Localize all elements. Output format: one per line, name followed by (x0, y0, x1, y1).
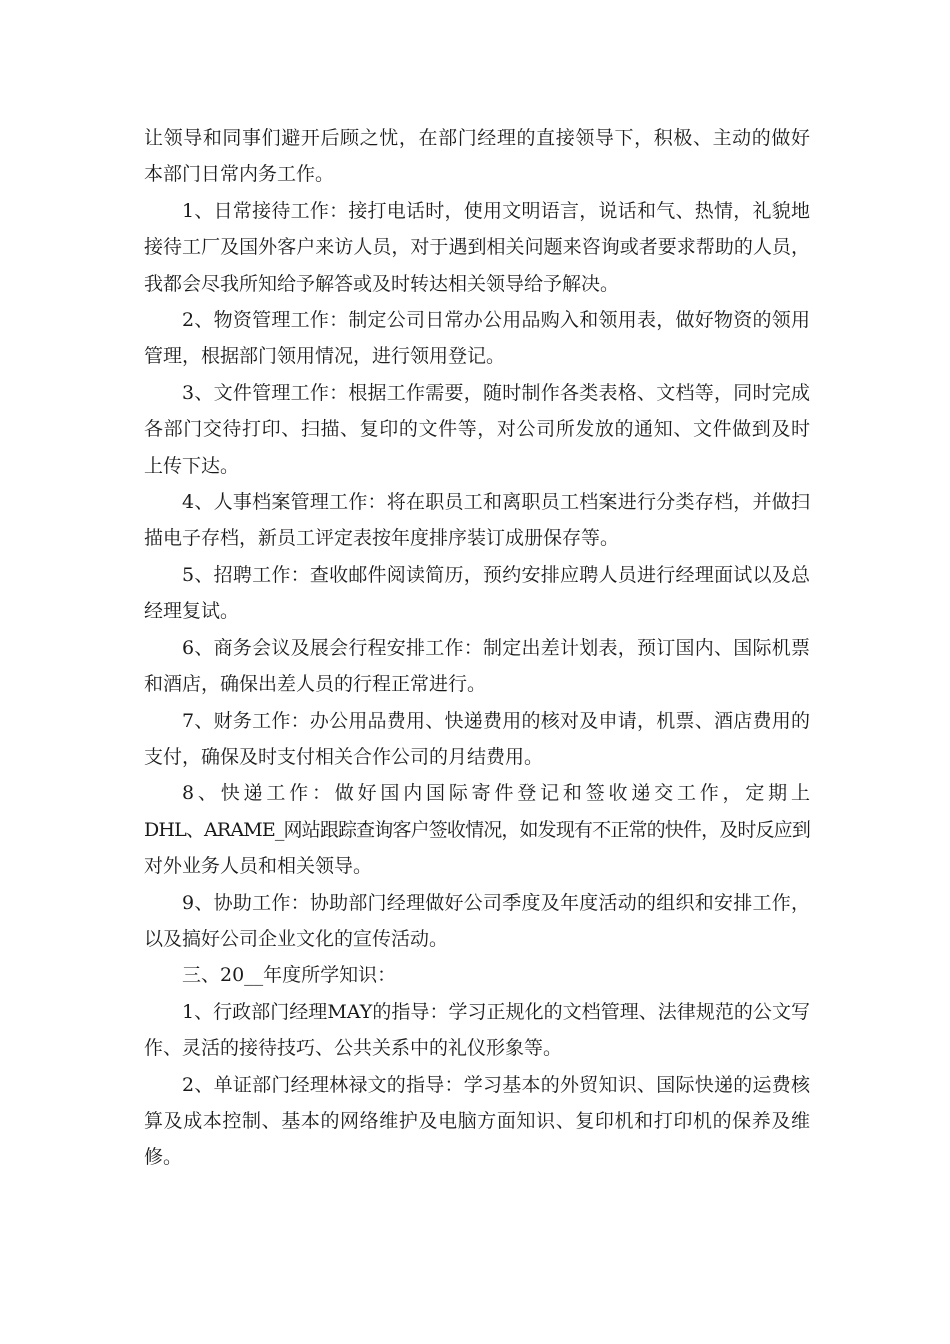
text-line: 以及搞好公司企业文化的宣传活动。 (144, 927, 449, 950)
text-line: 3、文件管理工作：根据工作需要，随时制作各类表格、文档等，同时完成 (182, 381, 811, 404)
text-line: 1、行政部门经理MAY的指导：学习正规化的文档管理、法律规范的公文写 (182, 1000, 811, 1023)
text-line: 7、财务工作：办公用品费用、快递费用的核对及申请，机票、酒店费用的 (182, 709, 811, 732)
paragraph-learn-2 (144, 1067, 810, 1176)
text-line: 作、灵活的接待技巧、公共关系中的礼仪形象等。 (144, 1037, 563, 1060)
text-line: 2、单证部门经理林禄文的指导：学习基本的外贸知识、国际快递的运费核 (182, 1073, 811, 1096)
paragraph-item-3 (144, 375, 810, 484)
text-line: 8、快递工作：做好国内国际寄件登记和签收递交工作，定期上 (182, 782, 814, 805)
paragraph-item-6 (144, 630, 810, 703)
text-line: DHL、ARAME_网站跟踪查询客户签收情况，如发现有不正常的快件，及时反应到 (144, 818, 810, 841)
text-line: 经理复试。 (144, 600, 240, 623)
document-body (144, 120, 814, 1176)
text-line: 算及成本控制、基本的网络维护及电脑方面知识、复印机和打印机的保养及维 (144, 1109, 811, 1132)
paragraph-intro-continuation (144, 120, 810, 193)
text-line: 上传下达。 (144, 454, 240, 477)
text-line: 让领导和同事们避开后顾之忧，在部门经理的直接领导下，积极、主动的做好 (144, 127, 811, 149)
text-line: 修。 (144, 1146, 183, 1169)
text-line: 6、商务会议及展会行程安排工作：制定出差计划表，预订国内、国际机票 (182, 636, 811, 659)
text-line: 对外业务人员和相关领导。 (144, 855, 373, 878)
text-line: 管理，根据部门领用情况，进行领用登记。 (144, 345, 506, 368)
paragraph-item-8 (144, 775, 814, 884)
section-heading (144, 957, 810, 993)
paragraph-item-5 (144, 557, 810, 630)
text-line: 9、协助工作：协助部门经理做好公司季度及年度活动的组织和安排工作， (182, 891, 811, 914)
text-line: 接待工厂及国外客户来访人员，对于遇到相关问题来咨询或者要求帮助的人员， (144, 236, 811, 259)
text-line: 三、20__年度所学知识： (182, 964, 397, 987)
paragraph-item-4 (144, 484, 810, 557)
text-line: 本部门日常内务工作。 (144, 163, 335, 186)
text-line: 5、招聘工作：查收邮件阅读简历，预约安排应聘人员进行经理面试以及总 (182, 563, 811, 586)
paragraph-item-9 (144, 885, 810, 958)
text-line: 描电子存档，新员工评定表按年度排序装订成册保存等。 (144, 527, 620, 550)
paragraph-learn-1 (144, 994, 810, 1067)
text-line: 4、人事档案管理工作：将在职员工和离职员工档案进行分类存档，并做扫 (182, 491, 811, 514)
text-line: 和酒店，确保出差人员的行程正常进行。 (144, 673, 487, 696)
paragraph-item-2 (144, 302, 810, 375)
text-line: 各部门交待打印、扫描、复印的文件等，对公司所发放的通知、文件做到及时 (144, 418, 811, 441)
text-line: 支付，确保及时支付相关合作公司的月结费用。 (144, 745, 544, 768)
paragraph-item-1 (144, 193, 810, 302)
text-line: 1、日常接待工作：接打电话时，使用文明语言，说话和气、热情，礼貌地 (182, 199, 811, 222)
text-line: 2、物资管理工作：制定公司日常办公用品购入和领用表，做好物资的领用 (182, 309, 811, 332)
paragraph-item-7 (144, 703, 810, 776)
text-line: 我都会尽我所知给予解答或及时转达相关领导给予解决。 (144, 272, 620, 295)
